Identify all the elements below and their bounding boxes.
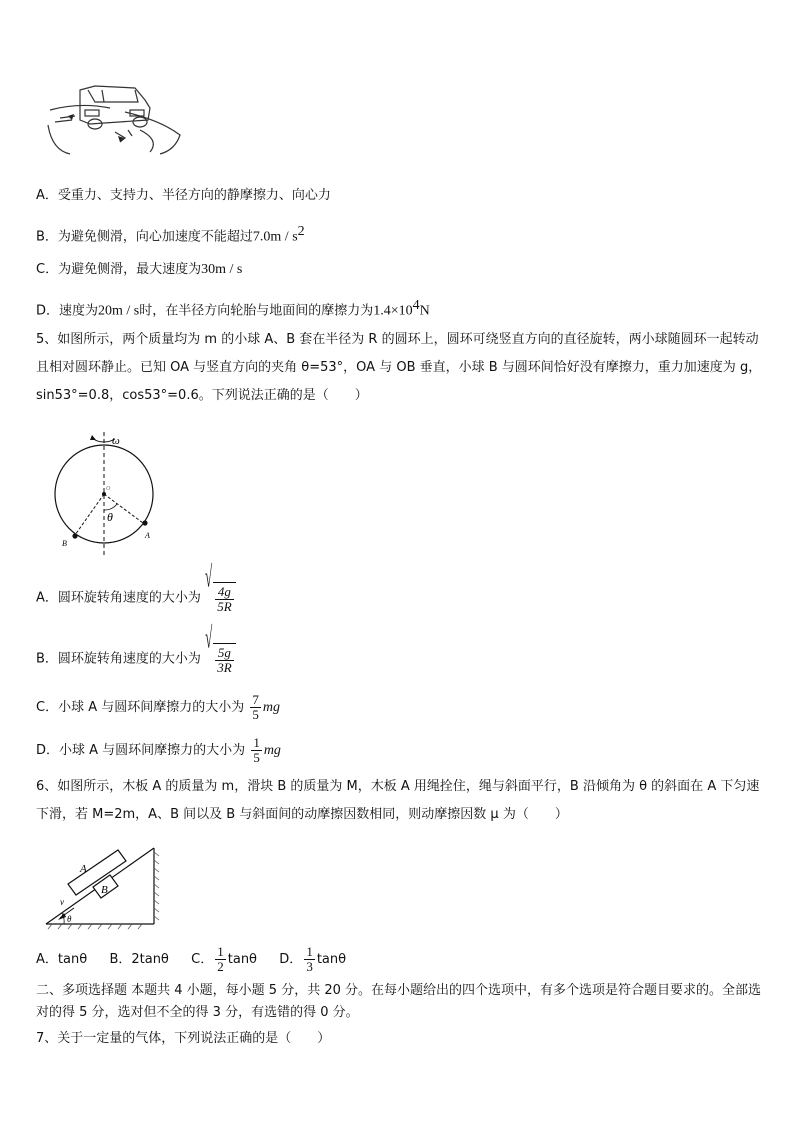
q6-option-b[interactable]: B．2tanθ <box>109 952 169 967</box>
q5-option-a-num: 4g <box>215 585 233 600</box>
q5-fig-b: B <box>62 539 67 548</box>
q5-fig-theta: θ <box>107 510 113 524</box>
q6-fig-theta: θ <box>67 914 72 924</box>
q6-fig-v: v <box>60 897 64 907</box>
q6-option-c-num: 1 <box>217 944 224 959</box>
q6-stem: 6、如图所示，木板 A 的质量为 m，滑块 B 的质量为 M，木板 A 用绳拴住，绳与斜面平行，B 沿倾角为 θ 的斜面在 A 下匀速下滑，若 M=2m，A、B 间以及 B 与斜面间的动摩擦因数相同，则动摩擦因数 μ 为（ ） <box>36 779 760 822</box>
q5-fig-a: A <box>145 531 150 540</box>
q4-option-b-text: B．为避免侧滑，向心加速度不能超过 <box>36 229 253 245</box>
q6-incline-figure <box>38 842 163 932</box>
q7-stem: 7、关于一定量的气体，下列说法正确的是（ ） <box>36 1031 331 1046</box>
q5-option-b-den: 3R <box>217 659 232 675</box>
q5-fig-o: O <box>106 486 111 492</box>
q4-option-d-math2: 1.4×10 <box>373 303 413 319</box>
q4-option-a[interactable]: A．受重力、支持力、半径方向的静摩擦力、向心力 <box>36 188 331 203</box>
q6-fig-b: B <box>101 884 108 896</box>
q6-options <box>36 944 346 976</box>
q4-option-c[interactable] <box>36 261 242 279</box>
q6-option-d-num: 1 <box>306 944 313 959</box>
q4-option-b-sup: 2 <box>297 224 305 239</box>
q5-option-c-num: 7 <box>252 692 259 707</box>
q5-stem: 5、如图所示，两个质量均为 m 的小球 A、B 套在半径为 R 的圆环上，圆环可绕竖直方向的直径旋转，两小球随圆环一起转动且相对圆环静止。已知 OA 与竖直方向的夹角 θ=53°，OA 与 OB 垂直，小球 B 与圆环间恰好没有摩擦力，重力加速度为 g，sin53°=0.8，cos53°=0.6。下列说法正确的是（ ） <box>36 332 762 403</box>
q5-fig-omega: ω <box>112 435 120 447</box>
q6-option-c-label: C． <box>191 952 214 967</box>
q5-option-b[interactable] <box>36 620 236 675</box>
q6-option-c[interactable] <box>191 944 258 974</box>
q5-option-c-frac <box>250 693 261 722</box>
q5-option-d-tail: mg <box>263 743 281 758</box>
q4-option-b[interactable] <box>36 223 305 246</box>
q4-option-c-math: 30m / s <box>201 262 243 277</box>
section-2-header: 二、多项选择题 本题共 4 小题，每小题 5 分，共 20 分。在每小题给出的四个选项中，有多个选项是符合题目要求的。全部选对的得 5 分，选对但不全的得 3 分，有选错的得 0 分。 <box>36 983 762 1020</box>
q6-option-a[interactable]: A．tanθ <box>36 952 88 967</box>
q6-option-d-tail: tanθ <box>316 952 347 967</box>
q5-option-a-text: A．圆环旋转角速度的大小为 <box>36 590 201 606</box>
q5-option-b-text: B．圆环旋转角速度的大小为 <box>36 651 201 667</box>
q5-option-a-sqrt: √ $\frac{4g}{5R}$ <box>205 582 236 614</box>
q4-option-d-text2: 时，在半径方向轮胎与地面间的摩擦力为 <box>139 303 374 319</box>
q5-option-c-den: 5 <box>252 707 259 722</box>
q5-option-a-den: 5R <box>217 598 232 614</box>
q6-option-d-den: 3 <box>306 959 313 974</box>
car-skid-illustration <box>40 80 190 160</box>
q6-option-c-tail: tanθ <box>227 952 258 967</box>
q5-option-d[interactable] <box>36 736 281 766</box>
q5-option-d-den: 5 <box>253 750 260 765</box>
q4-option-b-math: 7.0m / s <box>252 229 298 245</box>
q4-option-d-math1: 20m / s <box>98 303 140 319</box>
q5-option-d-text: D．小球 A 与圆环间摩擦力的大小为 <box>36 743 246 758</box>
q4-option-d-unit: N <box>419 303 430 319</box>
q4-option-d[interactable] <box>36 297 430 320</box>
q4-option-d-text1: D．速度为 <box>36 303 99 319</box>
q5-option-b-sqrt: √ $\frac{5g}{3R}$ <box>205 643 236 675</box>
q5-option-c-text: C．小球 A 与圆环间摩擦力的大小为 <box>36 700 245 715</box>
q5-option-c-tail: mg <box>262 700 281 715</box>
q5-option-d-num: 1 <box>253 735 260 750</box>
q5-option-d-frac <box>251 736 262 765</box>
q6-fig-a: A <box>80 863 87 875</box>
q6-option-c-den: 2 <box>217 959 224 974</box>
q5-option-b-num: 5g <box>215 646 233 661</box>
q4-option-c-text: C．为避免侧滑，最大速度为 <box>36 262 202 277</box>
q4-option-d-sup: 4 <box>412 298 420 313</box>
q5-ring-figure <box>48 428 163 558</box>
q5-option-c[interactable] <box>36 693 280 723</box>
q6-option-d-label: D． <box>279 952 303 967</box>
q6-option-d[interactable] <box>279 944 347 974</box>
